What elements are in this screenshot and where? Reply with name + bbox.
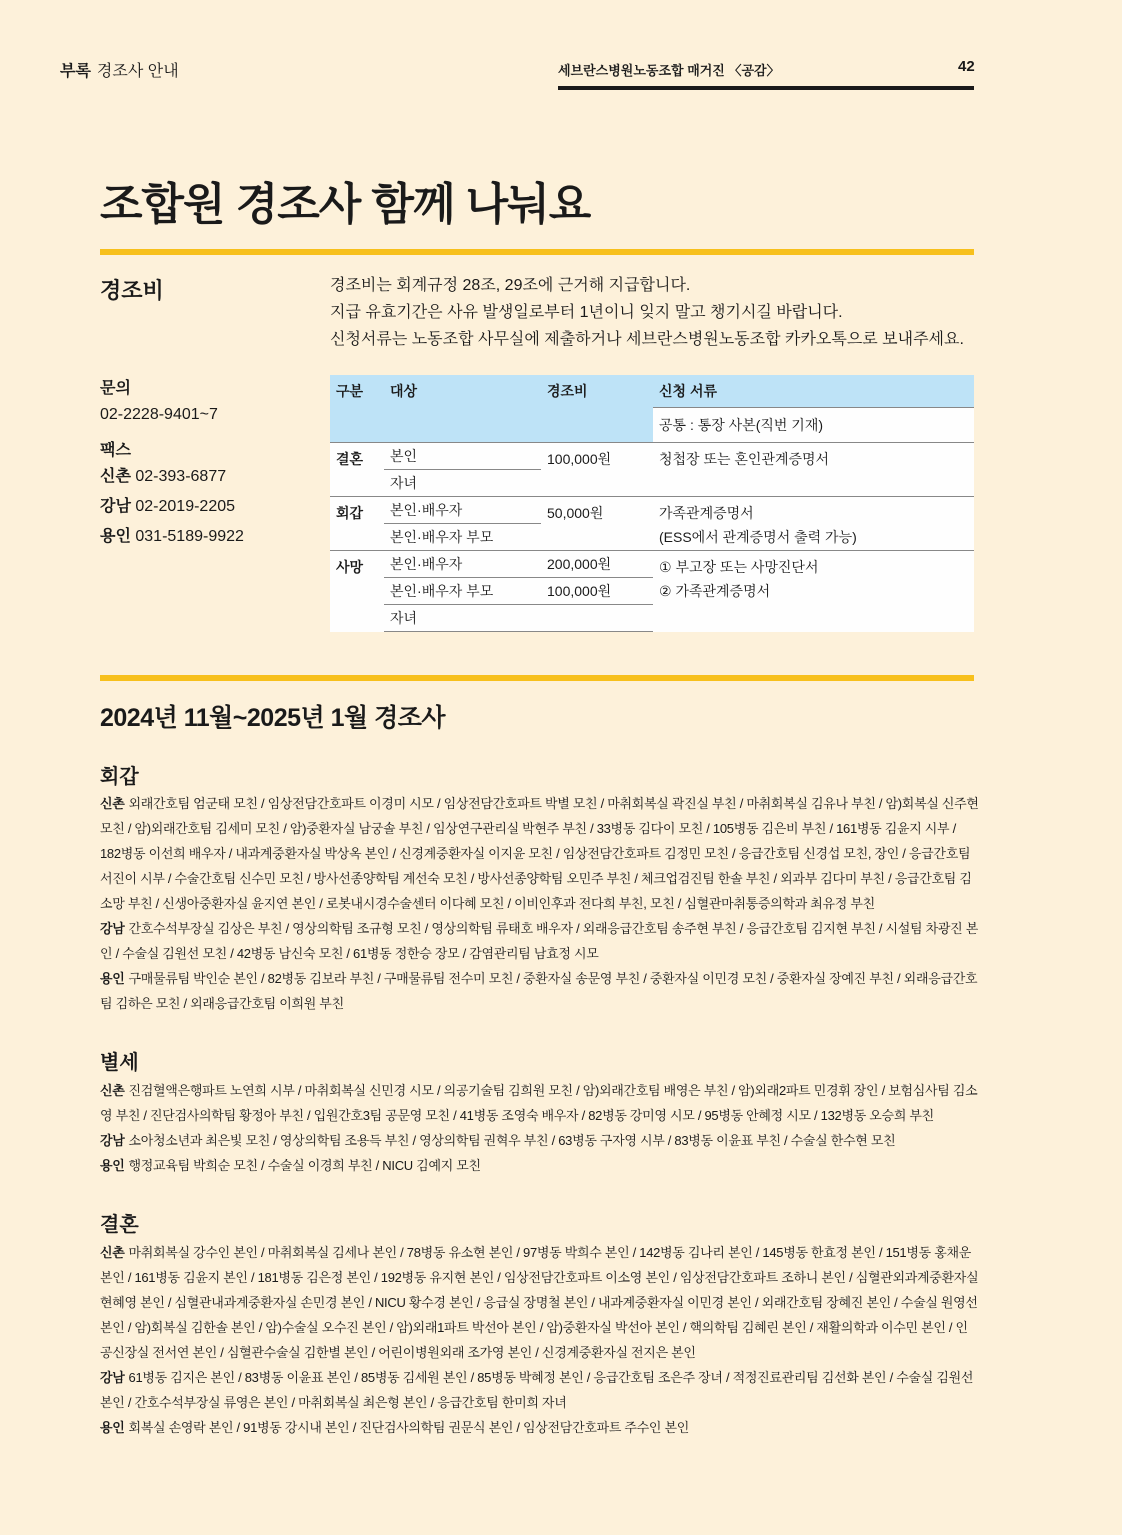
col-category: 구분 <box>330 375 384 408</box>
fee-heading: 경조비 <box>100 278 164 303</box>
inquiry-label: 문의 <box>100 380 131 397</box>
amount-cell: 200,000원 <box>541 551 653 578</box>
sixty-heading: 회갑 <box>100 766 139 788</box>
section-title: 경조사 안내 <box>96 63 179 80</box>
fax-line: 강남 02-2019-2205 <box>100 498 236 515</box>
target-cell: 본인·배우자 부모 <box>384 578 541 605</box>
category-wedding: 결혼 <box>330 443 384 497</box>
fee-table <box>330 375 974 632</box>
amount-cell: 100,000원 <box>541 443 653 497</box>
contact-info <box>100 376 244 550</box>
target-cell: 본인·배우자 부모 <box>390 529 494 545</box>
wedding-list <box>100 1240 980 1440</box>
magazine-title: 세브란스병원노동조합 매거진 〈공감〉 <box>558 63 780 78</box>
doc-cell: 가족관계증명서 (ESS에서 관계증명서 출력 가능) <box>653 497 974 551</box>
list-item: 용인 행정교육팀 박희순 모친 / 수술실 이경희 부친 / NICU 김예지 모친 <box>100 1158 481 1173</box>
target-cell: 본인·배우자 <box>384 551 541 578</box>
desc-line: 신청서류는 노동조합 사무실에 제출하거나 세브란스병원노동조합 카카오톡으로 보내주세요. <box>330 331 964 348</box>
list-item: 강남 간호수석부장실 김상은 부친 / 영상의학팀 조규형 모친 / 영상의학팀 류태호 배우자 / 외래응급간호팀 송주현 부친 / 응급간호팀 김지현 부친 / 시설팀 차광진 본인 / 수술실 김원선 모친 / 42병동 남신숙 모친 / 61병동 정한승 장모 / 감염관리팀 남효정 시모 <box>100 921 978 961</box>
section-label: 부록 <box>60 63 91 80</box>
desc-line: 지급 유효기간은 사유 발생일로부터 1년이니 잊지 말고 챙기시길 바랍니다. <box>330 304 843 321</box>
list-item: 강남 61병동 김지은 본인 / 83병동 이윤표 본인 / 85병동 김세원 본인 / 85병동 박혜정 본인 / 응급간호팀 조은주 장녀 / 적정진료관리팀 김선화 본인 / 수술실 김원선 본인 / 간호수석부장실 류영은 본인 / 마취회복실 최은형 본인 / 응급간호팀 한미희 자녀 <box>100 1370 974 1410</box>
col-target: 대상 <box>384 375 541 408</box>
category-death: 사망 <box>330 551 384 632</box>
wedding-heading: 결혼 <box>100 1214 139 1236</box>
col-docs: 신청 서류 <box>653 375 974 408</box>
desc-line: 경조비는 회계규정 28조, 29조에 근거해 지급합니다. <box>330 277 691 294</box>
period-divider <box>100 675 974 681</box>
inquiry-phone: 02-2228-9401~7 <box>100 406 218 423</box>
target-cell: 자녀 <box>390 475 418 491</box>
doc-cell: 청첩장 또는 혼인관계증명서 <box>653 443 974 497</box>
target-cell: 본인·배우자 <box>384 497 541 524</box>
list-item: 신촌 진검혈액은행파트 노연희 시부 / 마취회복실 신민경 시모 / 의공기술팀 김희원 모친 / 암)외래간호팀 배영은 부친 / 암)외래2파트 민경휘 장인 / 보험심사팀 김소영 부친 / 진단검사의학팀 황정아 부친 / 입원간호3팀 공문영 모친 / 41병동 조영숙 배우자 / 82병동 강미영 시모 / 95병동 안혜정 시모 / 132병동 오승희 부친 <box>100 1083 978 1123</box>
amount-cell: 50,000원 <box>541 497 653 551</box>
target-cell: 자녀 <box>384 605 541 632</box>
target-cell: 본인 <box>384 443 541 470</box>
amount-cell: 100,000원 <box>541 578 653 605</box>
common-doc: 공통 : 통장 사본(직번 기재) <box>653 408 974 443</box>
col-amount: 경조비 <box>541 375 653 408</box>
category-sixty: 회갑 <box>330 497 384 551</box>
fax-line: 신촌 02-393-6877 <box>100 468 227 485</box>
list-item: 신촌 마취회복실 강수인 본인 / 마취회복실 김세나 본인 / 78병동 유소현 본인 / 97병동 박희수 본인 / 142병동 김나리 본인 / 145병동 한효정 본인 / 151병동 홍채운 본인 / 161병동 김윤지 본인 / 181병동 김은정 본인 / 192병동 유지현 본인 / 임상전담간호파트 이소영 본인 / 임상전담간호파트 조하니 본인 / 심혈관외과계중환자실 현혜영 본인 / 심혈관내과계중환자실 손민경 본인 / NICU 황수경 본인 / 응급실 장명철 본인 / 내과계중환자실 이민경 본인 / 외래간호팀 장혜진 본인 / 수술실 원영선 본인 / 암)회복실 김한솔 본인 / 암)수술실 오수진 본인 / 암)외래1파트 박선아 본인 / 암)중환자실 박선아 본인 / 핵의학팀 김혜린 본인 / 재활의학과 이수민 본인 / 인공신장실 전서연 본인 / 심혈관수술실 김한별 본인 / 어린이병원외래 조가영 본인 / 신경계중환자실 전지은 본인 <box>100 1245 979 1360</box>
list-item: 신촌 외래간호팀 엄군태 모친 / 임상전담간호파트 이경미 시모 / 임상전담간호파트 박별 모친 / 마취회복실 곽진실 부친 / 마취회복실 김유나 부친 / 암)회복실 신주현 모친 / 암)외래간호팀 김세미 모친 / 암)중환자실 남궁솔 부친 / 임상연구관리실 박현주 부친 / 33병동 김다이 모친 / 105병동 김은비 부친 / 161병동 김윤지 시부 / 182병동 이선희 배우자 / 내과계중환자실 박상옥 본인 / 신경계중환자실 이지윤 모친 / 임상전담간호파트 김정민 모친 / 응급간호팀 신경섭 모친, 장인 / 응급간호팀 서진이 시부 / 수술간호팀 신수민 모친 / 방사선종양학팀 계선숙 모친 / 방사선종양학팀 오민주 부친 / 체크업검진팀 한솔 부친 / 외과부 김다미 부친 / 응급간호팀 김소망 부친 / 신생아중환자실 윤지연 본인 / 로봇내시경수술센터 이다혜 모친 / 이비인후과 전다희 부친, 모친 / 심혈관마취통증의학과 최유정 부친 <box>100 796 979 911</box>
list-item: 용인 회복실 손영락 본인 / 91병동 강시내 본인 / 진단검사의학팀 권문식 본인 / 임상전담간호파트 주수인 본인 <box>100 1420 690 1435</box>
period-title: 2024년 11월~2025년 1월 경조사 <box>100 704 446 732</box>
title-divider <box>100 249 974 255</box>
doc-cell: ① 부고장 또는 사망진단서 ② 가족관계증명서 <box>653 551 974 632</box>
section-header <box>60 58 179 81</box>
page-number: 42 <box>958 58 975 75</box>
death-list <box>100 1078 980 1178</box>
fee-description <box>330 272 964 353</box>
page-title: 조합원 경조사 함께 나눠요 <box>100 180 591 229</box>
sixty-list <box>100 791 980 1016</box>
death-heading: 별세 <box>100 1052 139 1074</box>
list-item: 용인 구매물류팀 박인순 본인 / 82병동 김보라 부친 / 구매물류팀 전수미 모친 / 중환자실 송문영 부친 / 중환자실 이민경 모친 / 중환자실 장예진 부친 / 외래응급간호팀 김하은 모친 / 외래응급간호팀 이희원 부친 <box>100 971 978 1011</box>
header-rule <box>558 86 974 90</box>
fax-label: 팩스 <box>100 442 131 459</box>
list-item: 강남 소아청소년과 최은빛 모친 / 영상의학팀 조용득 부친 / 영상의학팀 권혁우 부친 / 63병동 구자영 시부 / 83병동 이윤표 부친 / 수술실 한수현 모친 <box>100 1133 896 1148</box>
fax-line: 용인 031-5189-9922 <box>100 528 244 545</box>
